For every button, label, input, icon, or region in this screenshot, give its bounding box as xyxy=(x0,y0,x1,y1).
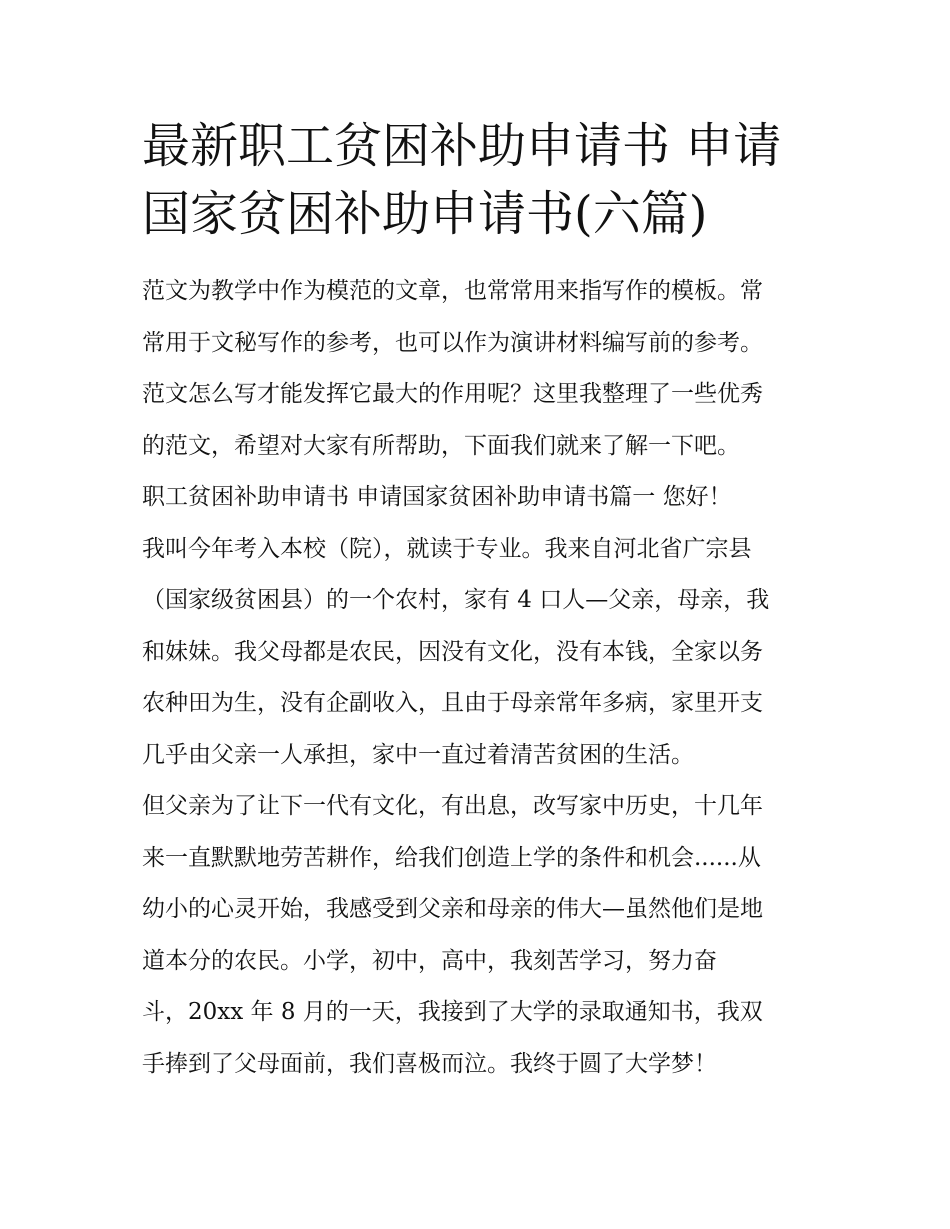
document-title xyxy=(142,112,822,248)
title-line: 最新职工贫困补助申请书 申请 xyxy=(142,118,782,174)
body-line: 手捧到了父母面前，我们喜极而泣。我终于圆了大学梦！ xyxy=(142,1050,717,1077)
body-line: （国家级贫困县）的一个农村，家有 4 口人—父亲，母亲，我 xyxy=(142,587,770,613)
body-line: 来一直默默地劳苦耕作，给我们创造上学的条件和机会......从 xyxy=(142,844,761,871)
body-line: 道本分的农民。小学，初中，高中，我刻苦学习，努力奋 xyxy=(142,947,717,974)
body-line: 农种田为生，没有企副收入，且由于母亲常年多病，家里开支 xyxy=(142,690,763,716)
body-line: 职工贫困补助申请书 申请国家贫困补助申请书篇一 您好！ xyxy=(142,484,732,510)
body-line: 和妹妹。我父母都是农民，因没有文化，没有本钱，全家以务 xyxy=(142,638,763,665)
body-line: 常用于文秘写作的参考，也可以作为演讲材料编写前的参考。 xyxy=(142,329,763,356)
body-line: 范文怎么写才能发挥它最大的作用呢？这里我整理了一些优秀 xyxy=(142,381,763,407)
title-line: 国家贫困补助申请书(六篇) xyxy=(142,186,708,242)
body-line: 幼小的心灵开始，我感受到父亲和母亲的伟大—虽然他们是地 xyxy=(142,896,763,922)
body-line: 我叫今年考入本校（院），就读于专业。我来自河北省广宗县 xyxy=(142,535,752,562)
body-line: 范文为教学中作为模范的文章，也常常用来指写作的模板。常 xyxy=(142,278,763,304)
body-line: 的范文，希望对大家有所帮助，下面我们就来了解一下吧。 xyxy=(142,432,740,459)
body-line: 几乎由父亲一人承担，家中一直过着清苦贫困的生活。 xyxy=(142,741,694,768)
body-line: 但父亲为了让下一代有文化，有出息，改写家中历史，十几年 xyxy=(142,793,763,819)
body-line: 斗，20xx 年 8 月的一天，我接到了大学的录取通知书，我双 xyxy=(142,999,763,1025)
document-body xyxy=(142,278,822,1102)
